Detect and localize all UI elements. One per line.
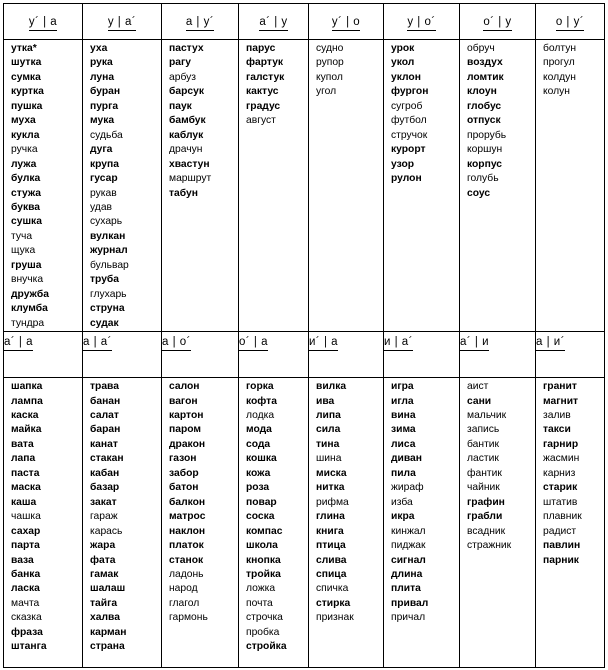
word-item: кинжал (391, 525, 426, 537)
stress-pattern-label: а´ | и (460, 336, 489, 351)
word-item: забор (169, 467, 199, 479)
word-item: графин (467, 496, 505, 508)
word-item: буква (11, 201, 41, 213)
word-item: балкон (169, 496, 206, 508)
word-list-cell (239, 378, 309, 668)
word-list-cell (460, 378, 536, 668)
stress-pattern-label: о´ | а (239, 336, 268, 351)
word-item: узор (391, 158, 415, 170)
word-item: пастух (169, 43, 204, 54)
word-item: гарнир (543, 438, 579, 450)
word-item: вилка (316, 381, 347, 393)
word-item: лампа (11, 395, 43, 407)
word-list-cell (4, 378, 83, 668)
word-list-cell (83, 378, 162, 668)
column-header-cell (460, 332, 536, 378)
word-item: курорт (391, 144, 426, 156)
word-item: воздух (467, 57, 503, 69)
word-item: кошка (246, 453, 277, 465)
column-header-cell (384, 4, 460, 40)
word-item: магнит (543, 395, 579, 407)
word-item: клоун (467, 86, 497, 98)
word-item: драчун (169, 144, 203, 156)
word-item: плавник (543, 511, 582, 523)
word-item: фантик (467, 467, 502, 479)
word-item: каска (11, 409, 39, 421)
word-item: трава (90, 381, 119, 393)
word-item: вулкан (90, 230, 126, 242)
word-item: ложка (246, 583, 276, 595)
word-item: батон (169, 482, 199, 494)
word-item: народ (169, 583, 198, 595)
word-item: тройка (246, 568, 281, 580)
word-item: утка* (11, 43, 37, 54)
stress-pattern-label: и | а´ (384, 336, 413, 351)
word-item: судьба (90, 129, 123, 141)
word-list-cell (384, 378, 460, 668)
word-item: спичка (316, 583, 349, 595)
word-item: рупор (316, 57, 344, 69)
word-item: салон (169, 381, 200, 393)
word-item: мода (246, 424, 272, 436)
word-item: шалаш (90, 583, 126, 595)
word-item: повар (246, 496, 277, 508)
word-item: рагу (169, 57, 192, 69)
word-item: дракон (169, 438, 206, 450)
word-item: журнал (90, 245, 128, 257)
word-list-cell (536, 378, 605, 668)
word-item: штатив (543, 496, 578, 508)
word-item: гранит (543, 381, 577, 393)
word-item: футбол (391, 115, 427, 127)
word-item: пиджак (391, 540, 426, 552)
word-item: шина (316, 453, 342, 465)
word-item: ладонь (169, 568, 204, 580)
word-item: сигнал (391, 554, 426, 566)
stress-pattern-label: у | а´ (108, 16, 136, 31)
word-item: привал (391, 597, 429, 609)
word-item: удав (90, 201, 113, 213)
word-item: спица (316, 568, 347, 580)
word-item: липа (316, 409, 341, 421)
word-item: изба (391, 496, 413, 508)
word-item: карниз (543, 467, 576, 479)
word-item: лапа (11, 453, 36, 465)
word-item: ласка (11, 583, 40, 595)
word-item: коршун (467, 144, 503, 156)
word-item: лиса (391, 438, 416, 450)
stress-pattern-label: у | о´ (407, 16, 435, 31)
word-item: внучка (11, 274, 44, 286)
word-item: роза (246, 482, 270, 494)
word-item: градус (246, 100, 281, 112)
word-item: глина (316, 511, 345, 523)
word-item: горка (246, 381, 274, 393)
word-item: чайник (467, 482, 500, 494)
stress-pattern-label: у´ | о (332, 16, 360, 31)
word-item: жираф (391, 482, 424, 494)
word-item: платок (169, 540, 204, 552)
word-list-cell (536, 40, 605, 332)
word-item: сугроб (391, 100, 423, 112)
word-list-cell (162, 40, 239, 332)
word-item: судак (90, 317, 119, 329)
word-item: пушка (11, 100, 43, 112)
word-list-row (4, 378, 605, 668)
word-item: старик (543, 482, 578, 494)
word-item: гамак (90, 568, 119, 580)
word-item: стужа (11, 187, 42, 199)
word-list-cell (4, 40, 83, 332)
word-item: глагол (169, 597, 200, 609)
word-stress-table (3, 3, 605, 668)
word-item: сказка (11, 612, 42, 624)
word-list-cell (384, 40, 460, 332)
word-item: ручка (11, 144, 38, 156)
word-item: сила (316, 424, 341, 436)
word-item: уклон (391, 71, 421, 83)
word-item: игла (391, 395, 414, 407)
word-item: сумка (11, 71, 41, 83)
word-item: паук (169, 100, 192, 112)
stress-pattern-label: и´ | а (309, 336, 338, 351)
word-item: парус (246, 43, 276, 54)
word-item: мальчик (467, 409, 507, 421)
word-list-cell (83, 40, 162, 332)
word-item: жасмин (543, 453, 580, 465)
word-item: буран (90, 86, 121, 98)
word-list-cell (460, 40, 536, 332)
word-item: запись (467, 424, 500, 436)
word-item: булка (11, 173, 41, 185)
word-item: соска (246, 511, 275, 523)
header-row (4, 4, 605, 40)
word-item: болтун (543, 43, 577, 54)
word-item: плита (391, 583, 421, 595)
word-item: крупа (90, 158, 119, 170)
word-item: рукав (90, 187, 117, 199)
word-item: всадник (467, 525, 506, 537)
word-item: луна (90, 71, 115, 83)
word-item: картон (169, 409, 204, 421)
word-item: майка (11, 424, 42, 436)
header-row (4, 332, 605, 378)
stress-pattern-label: а | о´ (162, 336, 191, 351)
stress-pattern-label: а | и´ (536, 336, 565, 351)
column-header-cell (162, 332, 239, 378)
word-item: бамбук (169, 115, 206, 127)
word-item: кактус (246, 86, 279, 98)
word-item: жара (90, 540, 116, 552)
word-item: колдун (543, 71, 576, 83)
word-item: аист (467, 381, 489, 393)
word-item: стручок (391, 129, 428, 141)
word-item: галстук (246, 71, 285, 83)
word-item: игра (391, 381, 414, 393)
word-item: сухарь (90, 216, 123, 228)
column-header-cell (536, 332, 605, 378)
stress-pattern-label: о | у´ (556, 16, 584, 31)
word-item: кнопка (246, 554, 281, 566)
word-item: стирка (316, 597, 351, 609)
column-header-cell (460, 4, 536, 40)
word-item: хвастун (169, 158, 210, 170)
word-item: икра (391, 511, 415, 523)
word-item: фата (90, 554, 116, 566)
word-item: фартук (246, 57, 284, 69)
word-item: нитка (316, 482, 345, 494)
word-item: гусар (90, 173, 118, 185)
stress-pattern-label: а´ | а (4, 336, 33, 351)
column-header-cell (162, 4, 239, 40)
word-item: август (246, 115, 276, 127)
word-item: судно (316, 43, 344, 54)
stress-pattern-label: а | у´ (186, 16, 214, 31)
word-item: каблук (169, 129, 204, 141)
word-item: радист (543, 525, 577, 537)
word-item: вагон (169, 395, 198, 407)
word-item: бульвар (90, 259, 129, 271)
word-item: колун (543, 86, 570, 98)
word-item: глобус (467, 100, 502, 112)
column-header-cell (309, 4, 384, 40)
word-item: наклон (169, 525, 206, 537)
word-item: табун (169, 187, 198, 199)
column-header-cell (536, 4, 605, 40)
word-item: халва (90, 612, 120, 624)
word-item: кофта (246, 395, 277, 407)
word-item: матрос (169, 511, 206, 523)
word-item: корпус (467, 158, 503, 170)
word-item: дружба (11, 288, 49, 300)
word-list-cell (239, 40, 309, 332)
word-item: ломтик (467, 71, 504, 83)
word-item: гараж (90, 511, 118, 523)
word-item: вата (11, 438, 34, 450)
word-item: лужа (11, 158, 37, 170)
word-item: такси (543, 424, 571, 436)
word-item: причал (391, 612, 426, 624)
word-item: сахар (11, 525, 41, 537)
word-item: струна (90, 303, 125, 315)
word-item: каша (11, 496, 37, 508)
word-item: залив (543, 409, 571, 421)
word-item: кукла (11, 129, 40, 141)
stress-pattern-label: о´ | у (483, 16, 511, 31)
word-list-row (4, 40, 605, 332)
word-item: ива (316, 395, 335, 407)
word-item: пробка (246, 626, 280, 638)
word-item: купол (316, 71, 343, 83)
word-item: пурга (90, 100, 119, 112)
word-item: слива (316, 554, 347, 566)
word-item: длина (391, 568, 423, 580)
word-item: миска (316, 467, 347, 479)
word-item: баран (90, 424, 121, 436)
word-item: закат (90, 496, 117, 508)
word-item: чашка (11, 511, 41, 523)
word-item: тундра (11, 317, 45, 329)
word-item: отпуск (467, 115, 501, 127)
word-item: паста (11, 467, 40, 479)
word-item: карман (90, 626, 127, 638)
word-item: мачта (11, 597, 40, 609)
word-item: голубь (467, 173, 499, 185)
column-header-cell (239, 332, 309, 378)
word-item: диван (391, 453, 423, 465)
word-item: сани (467, 395, 492, 407)
word-item: вина (391, 409, 416, 421)
word-item: фраза (11, 626, 43, 638)
word-item: банан (90, 395, 121, 407)
word-item: салат (90, 409, 119, 421)
word-item: кожа (246, 467, 271, 479)
word-item: стройка (246, 641, 287, 653)
word-item: мука (90, 115, 115, 127)
word-item: обруч (467, 43, 495, 54)
word-item: ваза (11, 554, 34, 566)
word-item: рука (90, 57, 113, 69)
word-item: шутка (11, 57, 42, 69)
word-item: грабли (467, 511, 503, 523)
word-item: станок (169, 554, 204, 566)
word-item: компас (246, 525, 283, 537)
word-item: арбуз (169, 71, 196, 83)
stress-pattern-label: а | а´ (83, 336, 112, 351)
stress-pattern-label: у´ | а (29, 16, 57, 31)
word-item: бантик (467, 438, 500, 450)
word-item: рулон (391, 173, 422, 185)
word-item: груша (11, 259, 42, 271)
column-header-cell (4, 332, 83, 378)
word-item: штанга (11, 641, 47, 653)
word-item: кабан (90, 467, 120, 479)
word-item: газон (169, 453, 197, 465)
word-item: тина (316, 438, 340, 450)
word-item: птица (316, 540, 346, 552)
stress-pattern-label: а´ | у (259, 16, 287, 31)
word-item: зима (391, 424, 416, 436)
word-item: рифма (316, 496, 349, 508)
word-item: туча (11, 230, 33, 242)
word-item: шапка (11, 381, 43, 393)
column-header-cell (239, 4, 309, 40)
word-list-cell (162, 378, 239, 668)
word-item: почта (246, 597, 273, 609)
word-item: школа (246, 540, 278, 552)
word-item: парта (11, 540, 40, 552)
word-item: сода (246, 438, 271, 450)
word-item: признак (316, 612, 354, 624)
word-item: гармонь (169, 612, 208, 624)
word-item: укол (391, 57, 415, 69)
word-item: дуга (90, 144, 113, 156)
word-item: строчка (246, 612, 283, 624)
word-item: маршрут (169, 173, 212, 185)
word-item: парник (543, 554, 579, 566)
word-item: стакан (90, 453, 124, 465)
word-item: сушка (11, 216, 42, 228)
word-item: книга (316, 525, 344, 537)
word-item: ластик (467, 453, 499, 465)
word-item: лодка (246, 409, 275, 421)
word-item: угол (316, 86, 337, 98)
word-item: павлин (543, 540, 581, 552)
column-header-cell (83, 332, 162, 378)
word-item: пила (391, 467, 416, 479)
word-item: базар (90, 482, 120, 494)
word-item: клумба (11, 303, 48, 315)
word-item: страна (90, 641, 125, 653)
word-item: соус (467, 187, 491, 199)
word-item: уха (90, 43, 108, 54)
word-item: фургон (391, 86, 429, 98)
word-item: прогул (543, 57, 575, 69)
word-item: прорубь (467, 129, 507, 141)
column-header-cell (309, 332, 384, 378)
word-item: урок (391, 43, 415, 54)
word-item: карась (90, 525, 123, 537)
word-item: банка (11, 568, 41, 580)
word-item: стражник (467, 540, 512, 552)
word-item: барсук (169, 86, 204, 98)
word-item: паром (169, 424, 202, 436)
word-item: труба (90, 274, 120, 286)
word-item: канат (90, 438, 118, 450)
word-item: маска (11, 482, 41, 494)
word-list-cell (309, 378, 384, 668)
word-item: куртка (11, 86, 44, 98)
word-item: муха (11, 115, 36, 127)
column-header-cell (83, 4, 162, 40)
column-header-cell (384, 332, 460, 378)
column-header-cell (4, 4, 83, 40)
word-item: тайга (90, 597, 118, 609)
word-list-cell (309, 40, 384, 332)
word-item: глухарь (90, 288, 127, 300)
word-item: щука (11, 245, 36, 257)
